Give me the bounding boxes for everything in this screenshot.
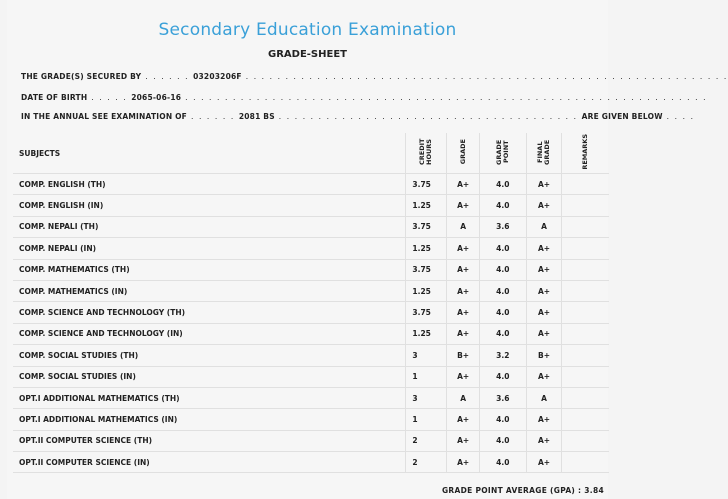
- grade-point-cell: 3.6: [480, 387, 527, 408]
- credit-hours-cell: 1.25: [406, 323, 447, 344]
- sheet-subtitle: GRADE-SHEET: [268, 49, 347, 60]
- table-row: [13, 409, 609, 430]
- remarks-cell: [562, 216, 609, 237]
- remarks-cell: [562, 195, 609, 216]
- gpa-line: [442, 486, 604, 495]
- given-below: ARE GIVEN BELOW: [581, 112, 663, 121]
- remarks-cell: [562, 174, 609, 195]
- grade-point-cell: 4.0: [480, 195, 527, 216]
- remarks-cell: [562, 280, 609, 301]
- subject-cell: COMP. SOCIAL STUDIES (IN): [13, 366, 406, 387]
- header-subjects: SUBJECTS: [13, 133, 406, 174]
- exam-year: 2081 BS: [238, 112, 275, 121]
- subject-cell: COMP. ENGLISH (IN): [13, 195, 406, 216]
- grade-cell: A+: [447, 259, 480, 280]
- credit-hours-cell: 3.75: [406, 302, 447, 323]
- final-grade-cell: A: [526, 387, 562, 408]
- grade-point-cell: 4.0: [480, 259, 527, 280]
- subject-cell: OPT.I ADDITIONAL MATHEMATICS (TH): [13, 387, 406, 408]
- grade-cell: A: [447, 387, 480, 408]
- table-row: [13, 280, 609, 301]
- credit-hours-cell: 2: [406, 430, 447, 451]
- remarks-cell: [562, 259, 609, 280]
- secured-by-label: THE GRADE(S) SECURED BY: [21, 72, 142, 81]
- grade-cell: A+: [447, 195, 480, 216]
- dob-label: DATE OF BIRTH: [21, 93, 88, 102]
- final-grade-cell: A+: [526, 323, 562, 344]
- credit-hours-cell: 1.25: [406, 195, 447, 216]
- grade-point-cell: 4.0: [480, 366, 527, 387]
- remarks-cell: [562, 452, 609, 473]
- subject-cell: COMP. MATHEMATICS (IN): [13, 280, 406, 301]
- subject-cell: COMP. ENGLISH (TH): [13, 174, 406, 195]
- gpa-value: 3.84: [584, 486, 604, 495]
- grade-cell: A+: [447, 280, 480, 301]
- remarks-cell: [562, 409, 609, 430]
- table-row: [13, 430, 609, 451]
- credit-hours-cell: 1: [406, 409, 447, 430]
- header-credit-hours: CREDIT HOURS: [406, 133, 447, 174]
- exam-line: IN THE ANNUAL SEE EXAMINATION OF . . . . . . 2081 BS . . . . . . . . . . . . . . . . . . . . . . . . . . . . . . . . . . . . . . ARE GIVEN BELOW . . . .: [21, 112, 695, 121]
- table-row: [13, 323, 609, 344]
- table-row: [13, 238, 609, 259]
- credit-hours-cell: 3.75: [406, 216, 447, 237]
- symbol-number: 03203206F: [193, 72, 242, 81]
- dob-value: 2065-06-16: [131, 93, 182, 102]
- grade-cell: A+: [447, 174, 480, 195]
- credit-hours-cell: 1: [406, 366, 447, 387]
- grade-point-cell: 4.0: [480, 452, 527, 473]
- exam-label: IN THE ANNUAL SEE EXAMINATION OF: [21, 112, 188, 121]
- final-grade-cell: A+: [526, 366, 562, 387]
- grade-point-cell: 4.0: [480, 280, 527, 301]
- grade-cell: A: [447, 216, 480, 237]
- final-grade-cell: A+: [526, 409, 562, 430]
- subject-cell: COMP. NEPALI (IN): [13, 238, 406, 259]
- final-grade-cell: A+: [526, 302, 562, 323]
- credit-hours-cell: 3.75: [406, 259, 447, 280]
- grade-cell: A+: [447, 409, 480, 430]
- remarks-cell: [562, 366, 609, 387]
- grade-cell: A+: [447, 452, 480, 473]
- header-remarks: REMARKS: [562, 133, 609, 174]
- grade-cell: A+: [447, 302, 480, 323]
- subject-cell: COMP. MATHEMATICS (TH): [13, 259, 406, 280]
- table-row: [13, 387, 609, 408]
- grade-point-cell: 4.0: [480, 238, 527, 259]
- subject-cell: COMP. SCIENCE AND TECHNOLOGY (TH): [13, 302, 406, 323]
- remarks-cell: [562, 430, 609, 451]
- remarks-cell: [562, 302, 609, 323]
- credit-hours-cell: 2: [406, 452, 447, 473]
- subject-cell: OPT.II COMPUTER SCIENCE (IN): [13, 452, 406, 473]
- table-row: [13, 302, 609, 323]
- table-row: [13, 174, 609, 195]
- final-grade-cell: A+: [526, 174, 562, 195]
- table-row: [13, 345, 609, 366]
- grade-cell: A+: [447, 238, 480, 259]
- subject-cell: COMP. SOCIAL STUDIES (TH): [13, 345, 406, 366]
- credit-hours-cell: 1.25: [406, 238, 447, 259]
- exam-title: Secondary Education Examination: [158, 20, 457, 40]
- header-grade: GRADE: [447, 133, 480, 174]
- grade-cell: A+: [447, 430, 480, 451]
- table-header-row: [13, 133, 609, 174]
- table-row: [13, 452, 609, 473]
- final-grade-cell: A+: [526, 259, 562, 280]
- subject-cell: COMP. SCIENCE AND TECHNOLOGY (IN): [13, 323, 406, 344]
- header-final-grade: FINAL GRADE: [526, 133, 562, 174]
- remarks-cell: [562, 387, 609, 408]
- grade-point-cell: 4.0: [480, 409, 527, 430]
- gpa-label: GRADE POINT AVERAGE (GPA) :: [441, 486, 582, 495]
- subject-cell: COMP. NEPALI (TH): [13, 216, 406, 237]
- final-grade-cell: A+: [526, 280, 562, 301]
- dob-line: DATE OF BIRTH . . . . . 2065-06-16 . . . . . . . . . . . . . . . . . . . . . . . . . . . . . . . . . . . . . . . . . . . . . . . . . . . . . . . . . . . . . . . . . .: [21, 93, 708, 102]
- credit-hours-cell: 3: [406, 387, 447, 408]
- table-row: [13, 366, 609, 387]
- grade-point-cell: 4.0: [480, 302, 527, 323]
- grade-cell: B+: [447, 345, 480, 366]
- final-grade-cell: A+: [526, 238, 562, 259]
- grade-cell: A+: [447, 366, 480, 387]
- grades-table: [13, 133, 609, 473]
- grade-point-cell: 3.6: [480, 216, 527, 237]
- remarks-cell: [562, 238, 609, 259]
- grade-sheet: [7, 0, 728, 499]
- final-grade-cell: A: [526, 216, 562, 237]
- final-grade-cell: A+: [526, 195, 562, 216]
- grade-point-cell: 4.0: [480, 174, 527, 195]
- remarks-cell: [562, 345, 609, 366]
- header-grade-point: GRADE POINT: [480, 133, 527, 174]
- credit-hours-cell: 3: [406, 345, 447, 366]
- credit-hours-cell: 3.75: [406, 174, 447, 195]
- subject-cell: OPT.I ADDITIONAL MATHEMATICS (IN): [13, 409, 406, 430]
- grade-cell: A+: [447, 323, 480, 344]
- secured-by-line: THE GRADE(S) SECURED BY . . . . . . 03203206F . . . . . . . . . . . . . . . . . . . . . . . . . . . . . . . . . . . . . . . . . . . . . . . . . . . . . . . . . . . . .: [21, 72, 728, 81]
- table-row: [13, 216, 609, 237]
- remarks-cell: [562, 323, 609, 344]
- final-grade-cell: A+: [526, 452, 562, 473]
- table-row: [13, 195, 609, 216]
- grade-point-cell: 4.0: [480, 430, 527, 451]
- credit-hours-cell: 1.25: [406, 280, 447, 301]
- final-grade-cell: B+: [526, 345, 562, 366]
- subject-cell: OPT.II COMPUTER SCIENCE (TH): [13, 430, 406, 451]
- final-grade-cell: A+: [526, 430, 562, 451]
- grade-point-cell: 4.0: [480, 323, 527, 344]
- table-row: [13, 259, 609, 280]
- grade-point-cell: 3.2: [480, 345, 527, 366]
